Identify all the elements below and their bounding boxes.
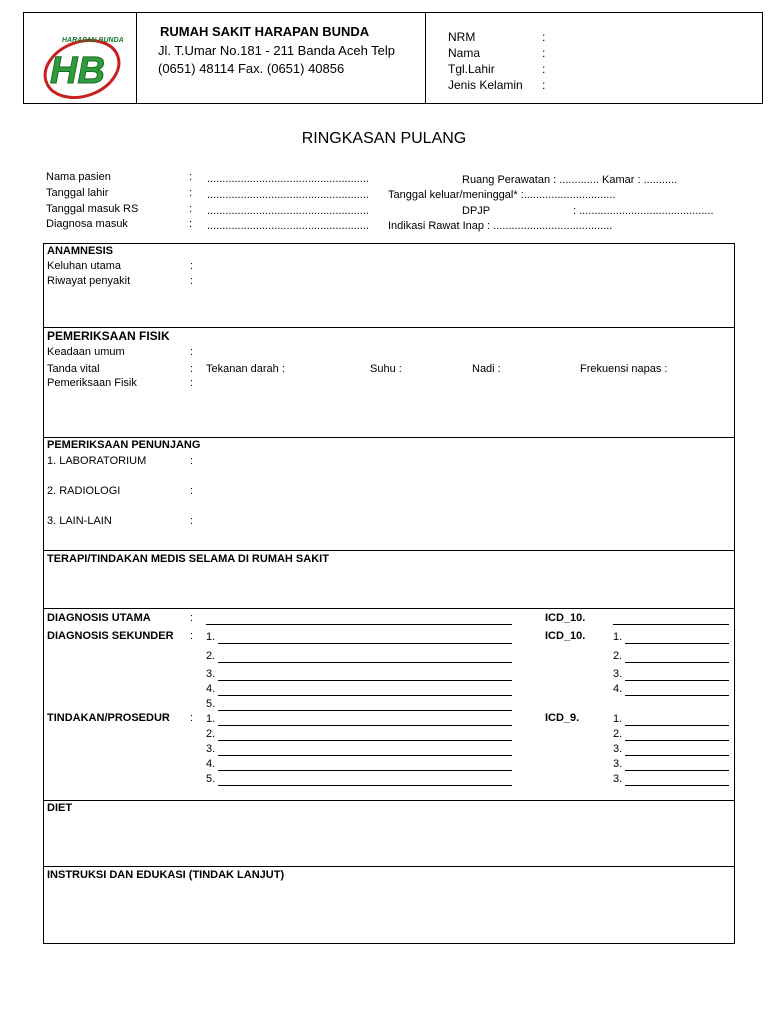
logo-small-text: HARAPAN BUNDA xyxy=(62,37,124,44)
dotted-field[interactable]: ..................................................... xyxy=(207,220,369,232)
keadaan-umum: Keadaan umum xyxy=(47,346,125,358)
lain-lain: 3. LAIN-LAIN xyxy=(47,515,112,527)
tindakan-line[interactable] xyxy=(218,740,512,741)
colon: : xyxy=(189,187,193,199)
section-divider xyxy=(43,437,735,438)
colon: : xyxy=(542,78,546,92)
section-divider xyxy=(43,800,735,801)
tindakan-line[interactable] xyxy=(218,755,512,756)
penunjang-title: PEMERIKSAAN PENUNJANG xyxy=(47,439,201,451)
label-tanggal-masuk: Tanggal masuk RS xyxy=(46,203,139,215)
sekunder-icd-line[interactable] xyxy=(625,680,729,681)
colon: : xyxy=(190,612,194,624)
section-divider xyxy=(43,608,735,609)
colon: : xyxy=(190,363,194,375)
sekunder-line[interactable] xyxy=(218,710,512,711)
tindakan-number: 4. xyxy=(206,758,216,770)
tindakan-icd-line[interactable] xyxy=(625,755,729,756)
tindakan-icd-line[interactable] xyxy=(625,725,729,726)
sekunder-icd-line[interactable] xyxy=(625,695,729,696)
dotted-field[interactable]: ..................................................... xyxy=(207,173,369,185)
sekunder-number: 3. xyxy=(206,668,216,680)
colon: : xyxy=(189,171,193,183)
dpjp-label: DPJP xyxy=(462,205,491,217)
pemeriksaan-fisik: Pemeriksaan Fisik xyxy=(47,377,137,389)
riwayat-penyakit: Riwayat penyakit xyxy=(47,275,131,287)
diet-title: DIET xyxy=(47,802,73,814)
frekuensi-napas: Frekuensi napas : xyxy=(580,363,668,375)
fill-line[interactable] xyxy=(613,624,729,625)
sekunder-number: 5. xyxy=(206,698,216,710)
fill-line[interactable] xyxy=(206,624,512,625)
suhu: Suhu : xyxy=(370,363,402,375)
colon: : xyxy=(189,203,193,215)
colon: : xyxy=(542,46,546,60)
sekunder-number: 1. xyxy=(206,631,216,643)
sekunder-number: 2. xyxy=(206,650,216,662)
colon: : xyxy=(542,62,546,76)
page-title: RINGKASAN PULANG xyxy=(301,130,467,147)
colon: : xyxy=(189,218,193,230)
section-divider xyxy=(43,550,735,551)
sekunder-number: 4. xyxy=(206,683,216,695)
anamnesis-title: ANAMNESIS xyxy=(47,245,114,257)
tindakan-line[interactable] xyxy=(218,785,512,786)
sekunder-line[interactable] xyxy=(218,662,512,663)
ruang-perawatan: Ruang Perawatan : ............. Kamar : ........... xyxy=(462,174,678,186)
sekunder-icd-number: 1. xyxy=(613,631,623,643)
hospital-address: Jl. T.Umar No.181 - 211 Banda Aceh Telp (0651) 48114 Fax. (0651) 40856 xyxy=(158,43,396,76)
section-divider xyxy=(43,327,735,328)
fisik-title: PEMERIKSAAN FISIK xyxy=(47,329,170,343)
section-divider xyxy=(43,866,735,867)
hospital-logo xyxy=(32,29,144,99)
diagnosis-utama: DIAGNOSIS UTAMA xyxy=(47,612,151,624)
indikasi-rawat-inap: Indikasi Rawat Inap : ....................................... xyxy=(388,220,613,232)
label-nama-pasien: Nama pasien xyxy=(46,171,111,183)
colon: : xyxy=(190,260,194,272)
label-diagnosa-masuk: Diagnosa masuk xyxy=(46,218,128,230)
colon: : xyxy=(190,630,194,642)
tindakan-icd-line[interactable] xyxy=(625,770,729,771)
tindakan-prosedur: TINDAKAN/PROSEDUR xyxy=(47,712,170,724)
colon: : xyxy=(190,712,194,724)
field-nama: Nama xyxy=(448,46,481,60)
colon: : xyxy=(190,346,194,358)
label-tanggal-lahir: Tanggal lahir xyxy=(46,187,109,199)
tindakan-icd-number: 3. xyxy=(613,743,623,755)
icd10-label: ICD_10. xyxy=(545,612,586,624)
icd9-label: ICD_9. xyxy=(545,712,580,724)
colon: : xyxy=(190,485,194,497)
sekunder-icd-number: 2. xyxy=(613,650,623,662)
tindakan-number: 3. xyxy=(206,743,216,755)
icd10-label: ICD_10. xyxy=(545,630,586,642)
tindakan-icd-line[interactable] xyxy=(625,740,729,741)
field-jenis-kelamin: Jenis Kelamin xyxy=(448,78,523,92)
tindakan-icd-number: 2. xyxy=(613,728,623,740)
nadi: Nadi : xyxy=(472,363,501,375)
instruksi-title: INSTRUKSI DAN EDUKASI (TINDAK LANJUT) xyxy=(47,869,285,881)
terapi-title: TERAPI/TINDAKAN MEDIS SELAMA DI RUMAH SAKIT xyxy=(47,553,329,565)
dotted-field[interactable]: ..................................................... xyxy=(207,205,369,217)
sekunder-icd-line[interactable] xyxy=(625,643,729,644)
tindakan-icd-line[interactable] xyxy=(625,785,729,786)
diagnosis-sekunder: DIAGNOSIS SEKUNDER xyxy=(47,630,174,642)
sekunder-line[interactable] xyxy=(218,643,512,644)
field-tgl-lahir: Tgl.Lahir xyxy=(448,62,495,76)
hospital-name: RUMAH SAKIT HARAPAN BUNDA xyxy=(160,24,370,39)
dotted-field[interactable]: ..................................................... xyxy=(207,189,369,201)
tanggal-keluar: Tanggal keluar/meninggal* :.............................. xyxy=(388,189,616,201)
keluhan-utama: Keluhan utama xyxy=(47,260,121,272)
colon: : xyxy=(190,275,194,287)
main-form-frame xyxy=(43,243,735,944)
dpjp-value[interactable]: : ............................................ xyxy=(573,205,714,217)
sekunder-line[interactable] xyxy=(218,695,512,696)
field-nrm: NRM xyxy=(448,30,476,44)
tindakan-line[interactable] xyxy=(218,725,512,726)
colon: : xyxy=(190,515,194,527)
tanda-vital: Tanda vital xyxy=(47,363,100,375)
tindakan-number: 2. xyxy=(206,728,216,740)
colon: : xyxy=(190,455,194,467)
sekunder-icd-number: 4. xyxy=(613,683,623,695)
laboratorium: 1. LABORATORIUM xyxy=(47,455,147,467)
sekunder-line[interactable] xyxy=(218,680,512,681)
tindakan-number: 1. xyxy=(206,713,216,725)
header-box xyxy=(23,12,763,104)
radiologi: 2. RADIOLOGI xyxy=(47,485,121,497)
tindakan-icd-number: 3. xyxy=(613,773,623,785)
tindakan-number: 5. xyxy=(206,773,216,785)
colon: : xyxy=(190,377,194,389)
logo-letters: HB xyxy=(50,50,105,92)
colon: : xyxy=(542,30,546,44)
sekunder-icd-number: 3. xyxy=(613,668,623,680)
tindakan-line[interactable] xyxy=(218,770,512,771)
tindakan-icd-number: 1. xyxy=(613,713,623,725)
tekanan-darah: Tekanan darah : xyxy=(206,363,285,375)
header-divider xyxy=(425,13,426,103)
tindakan-icd-number: 3. xyxy=(613,758,623,770)
sekunder-icd-line[interactable] xyxy=(625,662,729,663)
